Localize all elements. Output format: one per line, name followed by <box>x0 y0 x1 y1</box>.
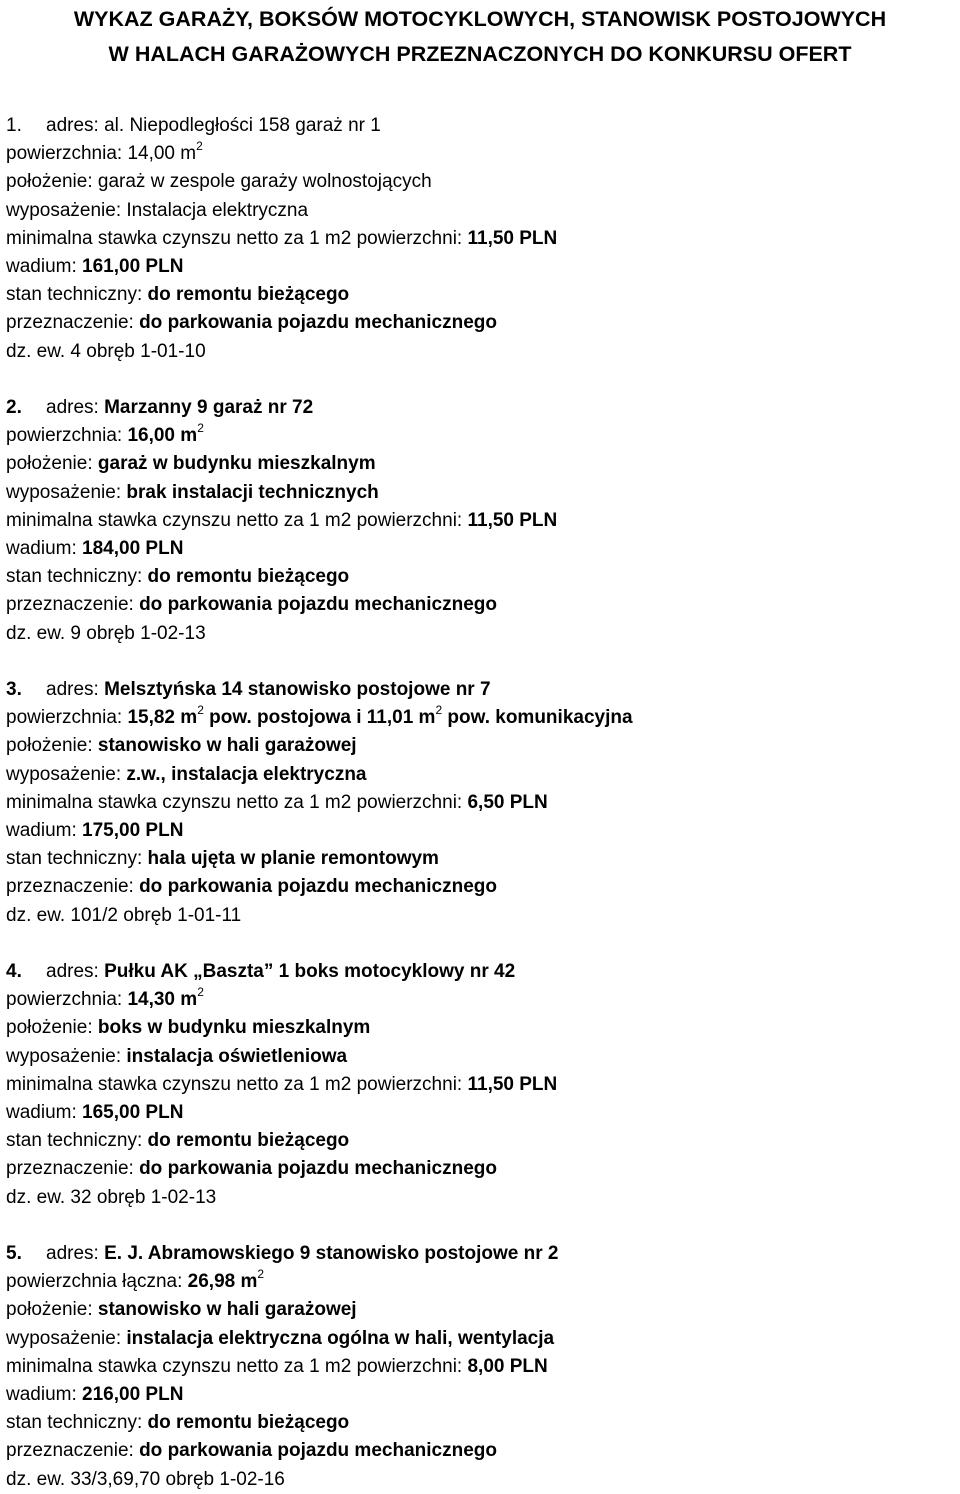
purpose-label: przeznaczenie: <box>6 876 134 898</box>
location-label: położenie: <box>6 1299 93 1321</box>
address-label: adres: <box>46 397 99 418</box>
condition-row <box>6 563 946 591</box>
area-value: 26,98 m <box>187 1271 258 1293</box>
purpose-value: do parkowania pojazdu mechanicznego <box>139 312 497 334</box>
document-title-line-2: W HALACH GARAŻOWYCH PRZEZNACZONYCH DO KONKURSU OFERT <box>108 42 852 66</box>
equipment-label: wyposażenie: <box>6 481 122 503</box>
address-label: adres: <box>46 961 99 982</box>
location-label: położenie: <box>6 171 93 193</box>
condition-value: hala ujęta w planie remontowym <box>147 848 439 870</box>
rent-rate-row <box>6 225 946 253</box>
item-number: 4. <box>6 961 22 982</box>
equipment-value: instalacja elektryczna ogólna w hali, wentylacja <box>126 1327 555 1349</box>
parcel-row <box>6 338 946 366</box>
area-row <box>6 986 946 1014</box>
deposit-row <box>6 253 946 281</box>
address-row <box>6 958 946 986</box>
deposit-label: wadium: <box>6 819 77 841</box>
address-value: al. Niepodległości 158 garaż nr 1 <box>104 115 381 136</box>
purpose-row <box>6 309 946 337</box>
purpose-label: przeznaczenie: <box>6 312 134 334</box>
area-superscript: 2 <box>257 1267 265 1282</box>
deposit-value: 175,00 PLN <box>82 819 184 841</box>
area-row <box>6 704 946 732</box>
location-value: garaż w zespole garaży wolnostojących <box>97 171 432 193</box>
area-row <box>6 140 946 168</box>
equipment-row <box>6 761 946 789</box>
deposit-label: wadium: <box>6 1101 77 1123</box>
equipment-value: brak instalacji technicznych <box>126 481 379 503</box>
area-label: powierzchnia łączna: <box>6 1271 183 1293</box>
location-row <box>6 1296 946 1324</box>
area-value: 16,00 m <box>127 425 198 447</box>
item-number: 2. <box>6 397 22 418</box>
area-value: 15,82 m <box>127 707 198 729</box>
area-label: powierzchnia: <box>6 989 123 1011</box>
area-value: 14,30 m <box>127 989 198 1011</box>
parcel-row <box>6 1184 946 1212</box>
location-value: stanowisko w hali garażowej <box>97 735 357 757</box>
location-label: położenie: <box>6 1017 93 1039</box>
condition-value: do remontu bieżącego <box>147 566 350 588</box>
rent-rate-label: minimalna stawka czynszu netto za 1 m2 powierzchni: <box>6 1073 463 1095</box>
purpose-value: do parkowania pojazdu mechanicznego <box>139 594 497 616</box>
item-number: 1. <box>6 115 22 136</box>
address-value: Pułku AK „Baszta” 1 boks motocyklowy nr 42 <box>104 961 516 982</box>
item-number: 3. <box>6 679 22 700</box>
parcel-value: dz. ew. 9 obręb 1-02-13 <box>6 622 206 644</box>
location-value: boks w budynku mieszkalnym <box>97 1017 371 1039</box>
parcel-value: dz. ew. 4 obręb 1-01-10 <box>6 340 206 362</box>
purpose-row <box>6 591 946 619</box>
area-value: 14,00 m <box>127 143 197 165</box>
purpose-row <box>6 1155 946 1183</box>
location-label: położenie: <box>6 453 93 475</box>
parcel-row <box>6 620 946 648</box>
address-row <box>6 676 946 704</box>
listing-item-5 <box>6 1240 946 1494</box>
purpose-value: do parkowania pojazdu mechanicznego <box>139 876 497 898</box>
condition-label: stan techniczny: <box>6 848 143 870</box>
address-value: Marzanny 9 garaż nr 72 <box>104 397 314 418</box>
listing-item-2 <box>6 394 946 648</box>
rent-rate-label: minimalna stawka czynszu netto za 1 m2 powierzchni: <box>6 791 463 813</box>
condition-row <box>6 1127 946 1155</box>
condition-row <box>6 845 946 873</box>
equipment-row <box>6 1043 946 1071</box>
equipment-row <box>6 1325 946 1353</box>
listing-item-1 <box>6 112 946 366</box>
equipment-value: Instalacja elektryczna <box>126 199 309 221</box>
parcel-value: dz. ew. 101/2 obręb 1-01-11 <box>6 904 242 926</box>
parcel-value: dz. ew. 32 obręb 1-02-13 <box>6 1186 217 1208</box>
equipment-label: wyposażenie: <box>6 1045 122 1067</box>
rent-rate-row <box>6 1353 946 1381</box>
equipment-row <box>6 479 946 507</box>
location-row <box>6 450 946 478</box>
area-superscript-2: 2 <box>435 703 443 718</box>
deposit-label: wadium: <box>6 537 77 559</box>
item-number: 5. <box>6 1243 22 1264</box>
equipment-label: wyposażenie: <box>6 1327 122 1349</box>
condition-label: stan techniczny: <box>6 566 143 588</box>
rent-rate-row <box>6 1071 946 1099</box>
deposit-value: 184,00 PLN <box>82 537 184 559</box>
deposit-label: wadium: <box>6 1383 77 1405</box>
deposit-value: 161,00 PLN <box>82 255 184 277</box>
rent-rate-value: 11,50 PLN <box>467 227 558 249</box>
deposit-value: 216,00 PLN <box>82 1383 184 1405</box>
location-row <box>6 168 946 196</box>
area-superscript: 2 <box>197 421 204 436</box>
area-row <box>6 422 946 450</box>
address-label: adres: <box>46 679 99 700</box>
purpose-label: przeznaczenie: <box>6 594 134 616</box>
area-superscript: 2 <box>196 139 203 154</box>
condition-value: do remontu bieżącego <box>147 1130 350 1152</box>
purpose-value: do parkowania pojazdu mechanicznego <box>139 1158 497 1180</box>
purpose-label: przeznaczenie: <box>6 1158 134 1180</box>
parcel-row <box>6 1466 946 1494</box>
deposit-label: wadium: <box>6 255 77 277</box>
location-label: położenie: <box>6 735 93 757</box>
area-label: powierzchnia: <box>6 143 123 165</box>
purpose-row <box>6 873 946 901</box>
location-value: stanowisko w hali garażowej <box>97 1299 357 1321</box>
address-row <box>6 1240 946 1268</box>
deposit-value: 165,00 PLN <box>82 1101 184 1123</box>
equipment-value: instalacja oświetleniowa <box>126 1045 348 1067</box>
condition-row <box>6 281 946 309</box>
parcel-value: dz. ew. 33/3,69,70 obręb 1-02-16 <box>6 1468 285 1490</box>
area-value-traffic: pow. komunikacyjna <box>442 707 633 729</box>
address-label: adres: <box>46 115 99 136</box>
area-superscript: 2 <box>197 985 204 1000</box>
rent-rate-label: minimalna stawka czynszu netto za 1 m2 powierzchni: <box>6 227 463 249</box>
deposit-row <box>6 535 946 563</box>
area-label: powierzchnia: <box>6 707 123 729</box>
deposit-row <box>6 1099 946 1127</box>
listing-item-3 <box>6 676 946 930</box>
purpose-row <box>6 1437 946 1465</box>
area-superscript: 2 <box>197 703 204 718</box>
rent-rate-value: 6,50 PLN <box>467 791 548 813</box>
deposit-row <box>6 817 946 845</box>
address-value: Melsztyńska 14 stanowisko postojowe nr 7 <box>104 679 491 700</box>
equipment-label: wyposażenie: <box>6 763 122 785</box>
condition-row <box>6 1409 946 1437</box>
location-row <box>6 1014 946 1042</box>
rent-rate-value: 11,50 PLN <box>467 509 558 531</box>
address-row <box>6 112 946 140</box>
location-row <box>6 732 946 760</box>
address-label: adres: <box>46 1243 99 1264</box>
rent-rate-value: 11,50 PLN <box>467 1073 558 1095</box>
equipment-row <box>6 197 946 225</box>
condition-label: stan techniczny: <box>6 1130 143 1152</box>
rent-rate-row <box>6 507 946 535</box>
condition-label: stan techniczny: <box>6 1412 143 1434</box>
location-value: garaż w budynku mieszkalnym <box>97 453 376 475</box>
area-row <box>6 1268 946 1296</box>
area-value-parking: pow. postojowa i 11,01 m <box>203 707 436 729</box>
address-row <box>6 394 946 422</box>
condition-value: do remontu bieżącego <box>147 1412 350 1434</box>
listing-item-4 <box>6 958 946 1212</box>
address-value: E. J. Abramowskiego 9 stanowisko postojowe nr 2 <box>104 1243 559 1264</box>
rent-rate-label: minimalna stawka czynszu netto za 1 m2 powierzchni: <box>6 1355 463 1377</box>
deposit-row <box>6 1381 946 1409</box>
purpose-label: przeznaczenie: <box>6 1440 134 1462</box>
rent-rate-label: minimalna stawka czynszu netto za 1 m2 powierzchni: <box>6 509 463 531</box>
condition-value: do remontu bieżącego <box>147 284 350 306</box>
condition-label: stan techniczny: <box>6 284 143 306</box>
equipment-value: z.w., instalacja elektryczna <box>126 763 367 785</box>
rent-rate-row <box>6 789 946 817</box>
parcel-row <box>6 902 946 930</box>
rent-rate-value: 8,00 PLN <box>467 1355 548 1377</box>
purpose-value: do parkowania pojazdu mechanicznego <box>139 1440 497 1462</box>
equipment-label: wyposażenie: <box>6 199 122 221</box>
area-label: powierzchnia: <box>6 425 123 447</box>
document-title-line-1: WYKAZ GARAŻY, BOKSÓW MOTOCYKLOWYCH, STANOWISK POSTOJOWYCH <box>73 7 887 31</box>
